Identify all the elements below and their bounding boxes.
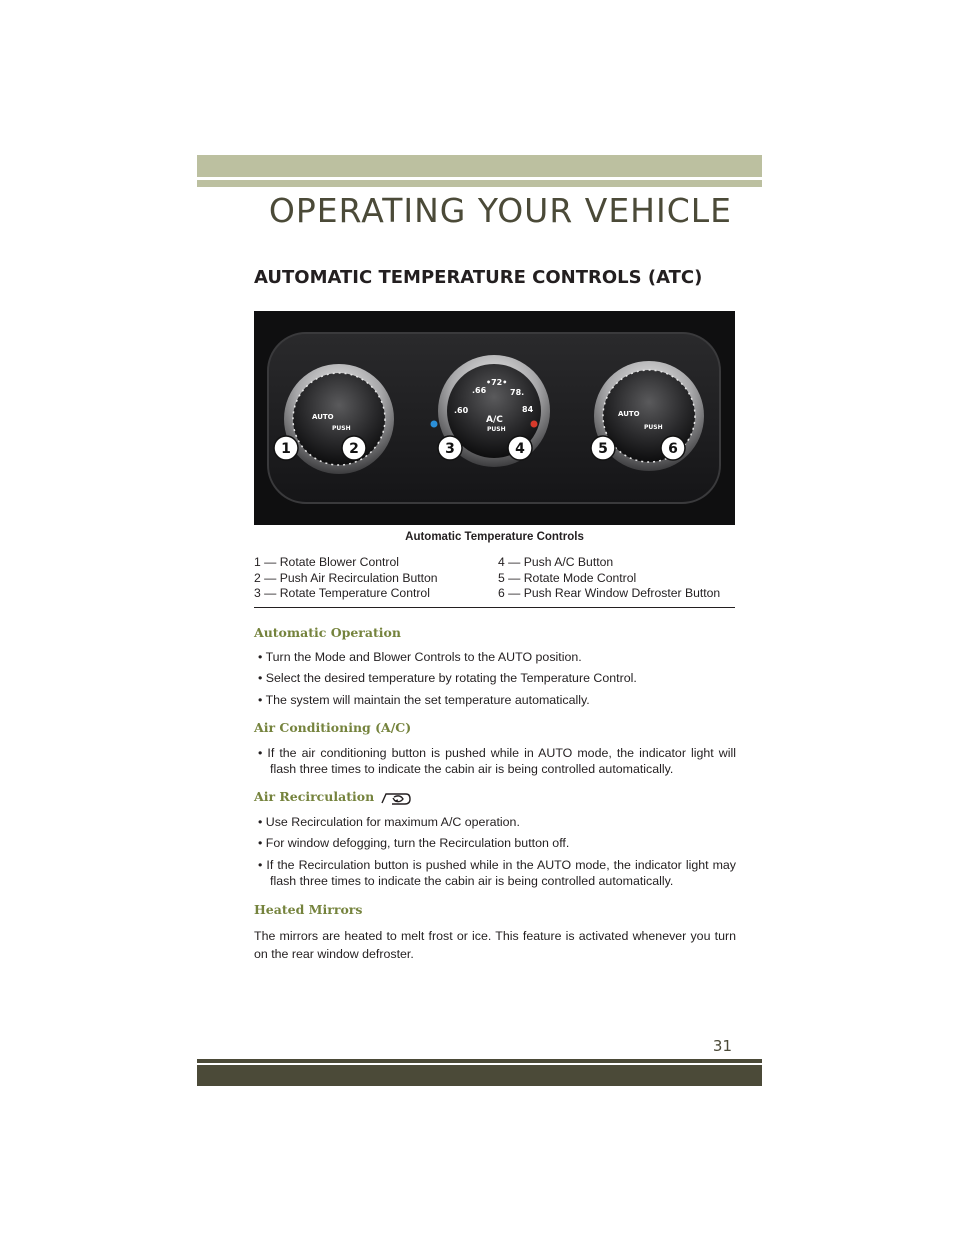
blower-push-label: PUSH (332, 425, 351, 432)
air-recirculation-heading (254, 789, 412, 806)
section-title: AUTOMATIC TEMPERATURE CONTROLS (ATC) (254, 267, 703, 288)
ac-label: A/C (486, 415, 503, 425)
list-item: • If the air conditioning button is pushed while in AUTO mode, the indicator light will flash three times to indicate the cabin air is being controlled automatically. (254, 745, 736, 777)
temp-label-60: .60 (454, 406, 469, 415)
callout-4 (508, 436, 532, 460)
legend-item: 1 — Rotate Blower Control (254, 555, 399, 569)
legend-left-column (254, 555, 438, 602)
page-number: 31 (712, 1037, 732, 1055)
header-band (197, 155, 762, 177)
footer-band (197, 1065, 762, 1086)
legend-item: 6 — Push Rear Window Defroster Button (498, 586, 721, 600)
svg-text:4: 4 (515, 441, 525, 457)
list-item: • If the Recirculation button is pushed while in the AUTO mode, the indicator light may flash three times to indicate the cabin air is being controlled automatically. (254, 857, 736, 889)
svg-text:1: 1 (281, 441, 291, 457)
header-band-stripe (197, 180, 762, 187)
air-recirculation-heading-text: Air Recirculation (254, 789, 375, 804)
list-item: • Use Recirculation for maximum A/C operation. (254, 814, 736, 830)
blower-auto-label: AUTO (312, 413, 334, 421)
list-item: • For window defogging, turn the Recirculation button off. (254, 835, 736, 851)
heated-mirrors-paragraph: The mirrors are heated to melt frost or ice. This feature is activated whenever you turn on the rear window defroster. (254, 929, 736, 961)
automatic-operation-heading: Automatic Operation (254, 625, 401, 640)
heated-mirrors-heading: Heated Mirrors (254, 902, 363, 917)
list-item: • The system will maintain the set temperature automatically. (254, 692, 736, 708)
mode-push-label: PUSH (644, 424, 663, 431)
ac-push-label: PUSH (487, 426, 506, 433)
svg-text:5: 5 (598, 441, 608, 457)
temp-label-66: .66 (472, 386, 487, 395)
air-conditioning-heading: Air Conditioning (A/C) (254, 720, 412, 735)
legend-right-column (498, 555, 720, 602)
callout-1 (274, 436, 298, 460)
list-item: • Select the desired temperature by rotating the Temperature Control. (254, 670, 736, 686)
figure-legend (254, 555, 735, 608)
chapter-title: OPERATING YOUR VEHICLE (268, 191, 732, 230)
recirculation-icon (380, 790, 412, 806)
temp-label-84: 84 (522, 405, 534, 414)
temp-label-78: 78. (510, 388, 525, 397)
atc-controls-photo (254, 311, 735, 525)
callout-2 (342, 436, 366, 460)
blower-knob (284, 364, 394, 474)
legend-item: 5 — Rotate Mode Control (498, 570, 637, 585)
list-item: • Turn the Mode and Blower Controls to the AUTO position. (254, 649, 736, 665)
temp-label-72: •72• (486, 378, 508, 387)
svg-text:3: 3 (445, 441, 455, 457)
legend-item: 2 — Push Air Recirculation Button (254, 570, 438, 585)
legend-item: 4 — Push A/C Button (498, 555, 614, 569)
footer-band-stripe (197, 1059, 762, 1063)
callout-5 (591, 436, 615, 460)
callout-3 (438, 436, 462, 460)
svg-text:2: 2 (349, 441, 359, 457)
figure-caption: Automatic Temperature Controls (405, 531, 584, 543)
mode-auto-label: AUTO (618, 410, 640, 418)
svg-text:6: 6 (668, 441, 678, 457)
legend-item: 3 — Rotate Temperature Control (254, 586, 430, 600)
callout-6 (661, 436, 685, 460)
